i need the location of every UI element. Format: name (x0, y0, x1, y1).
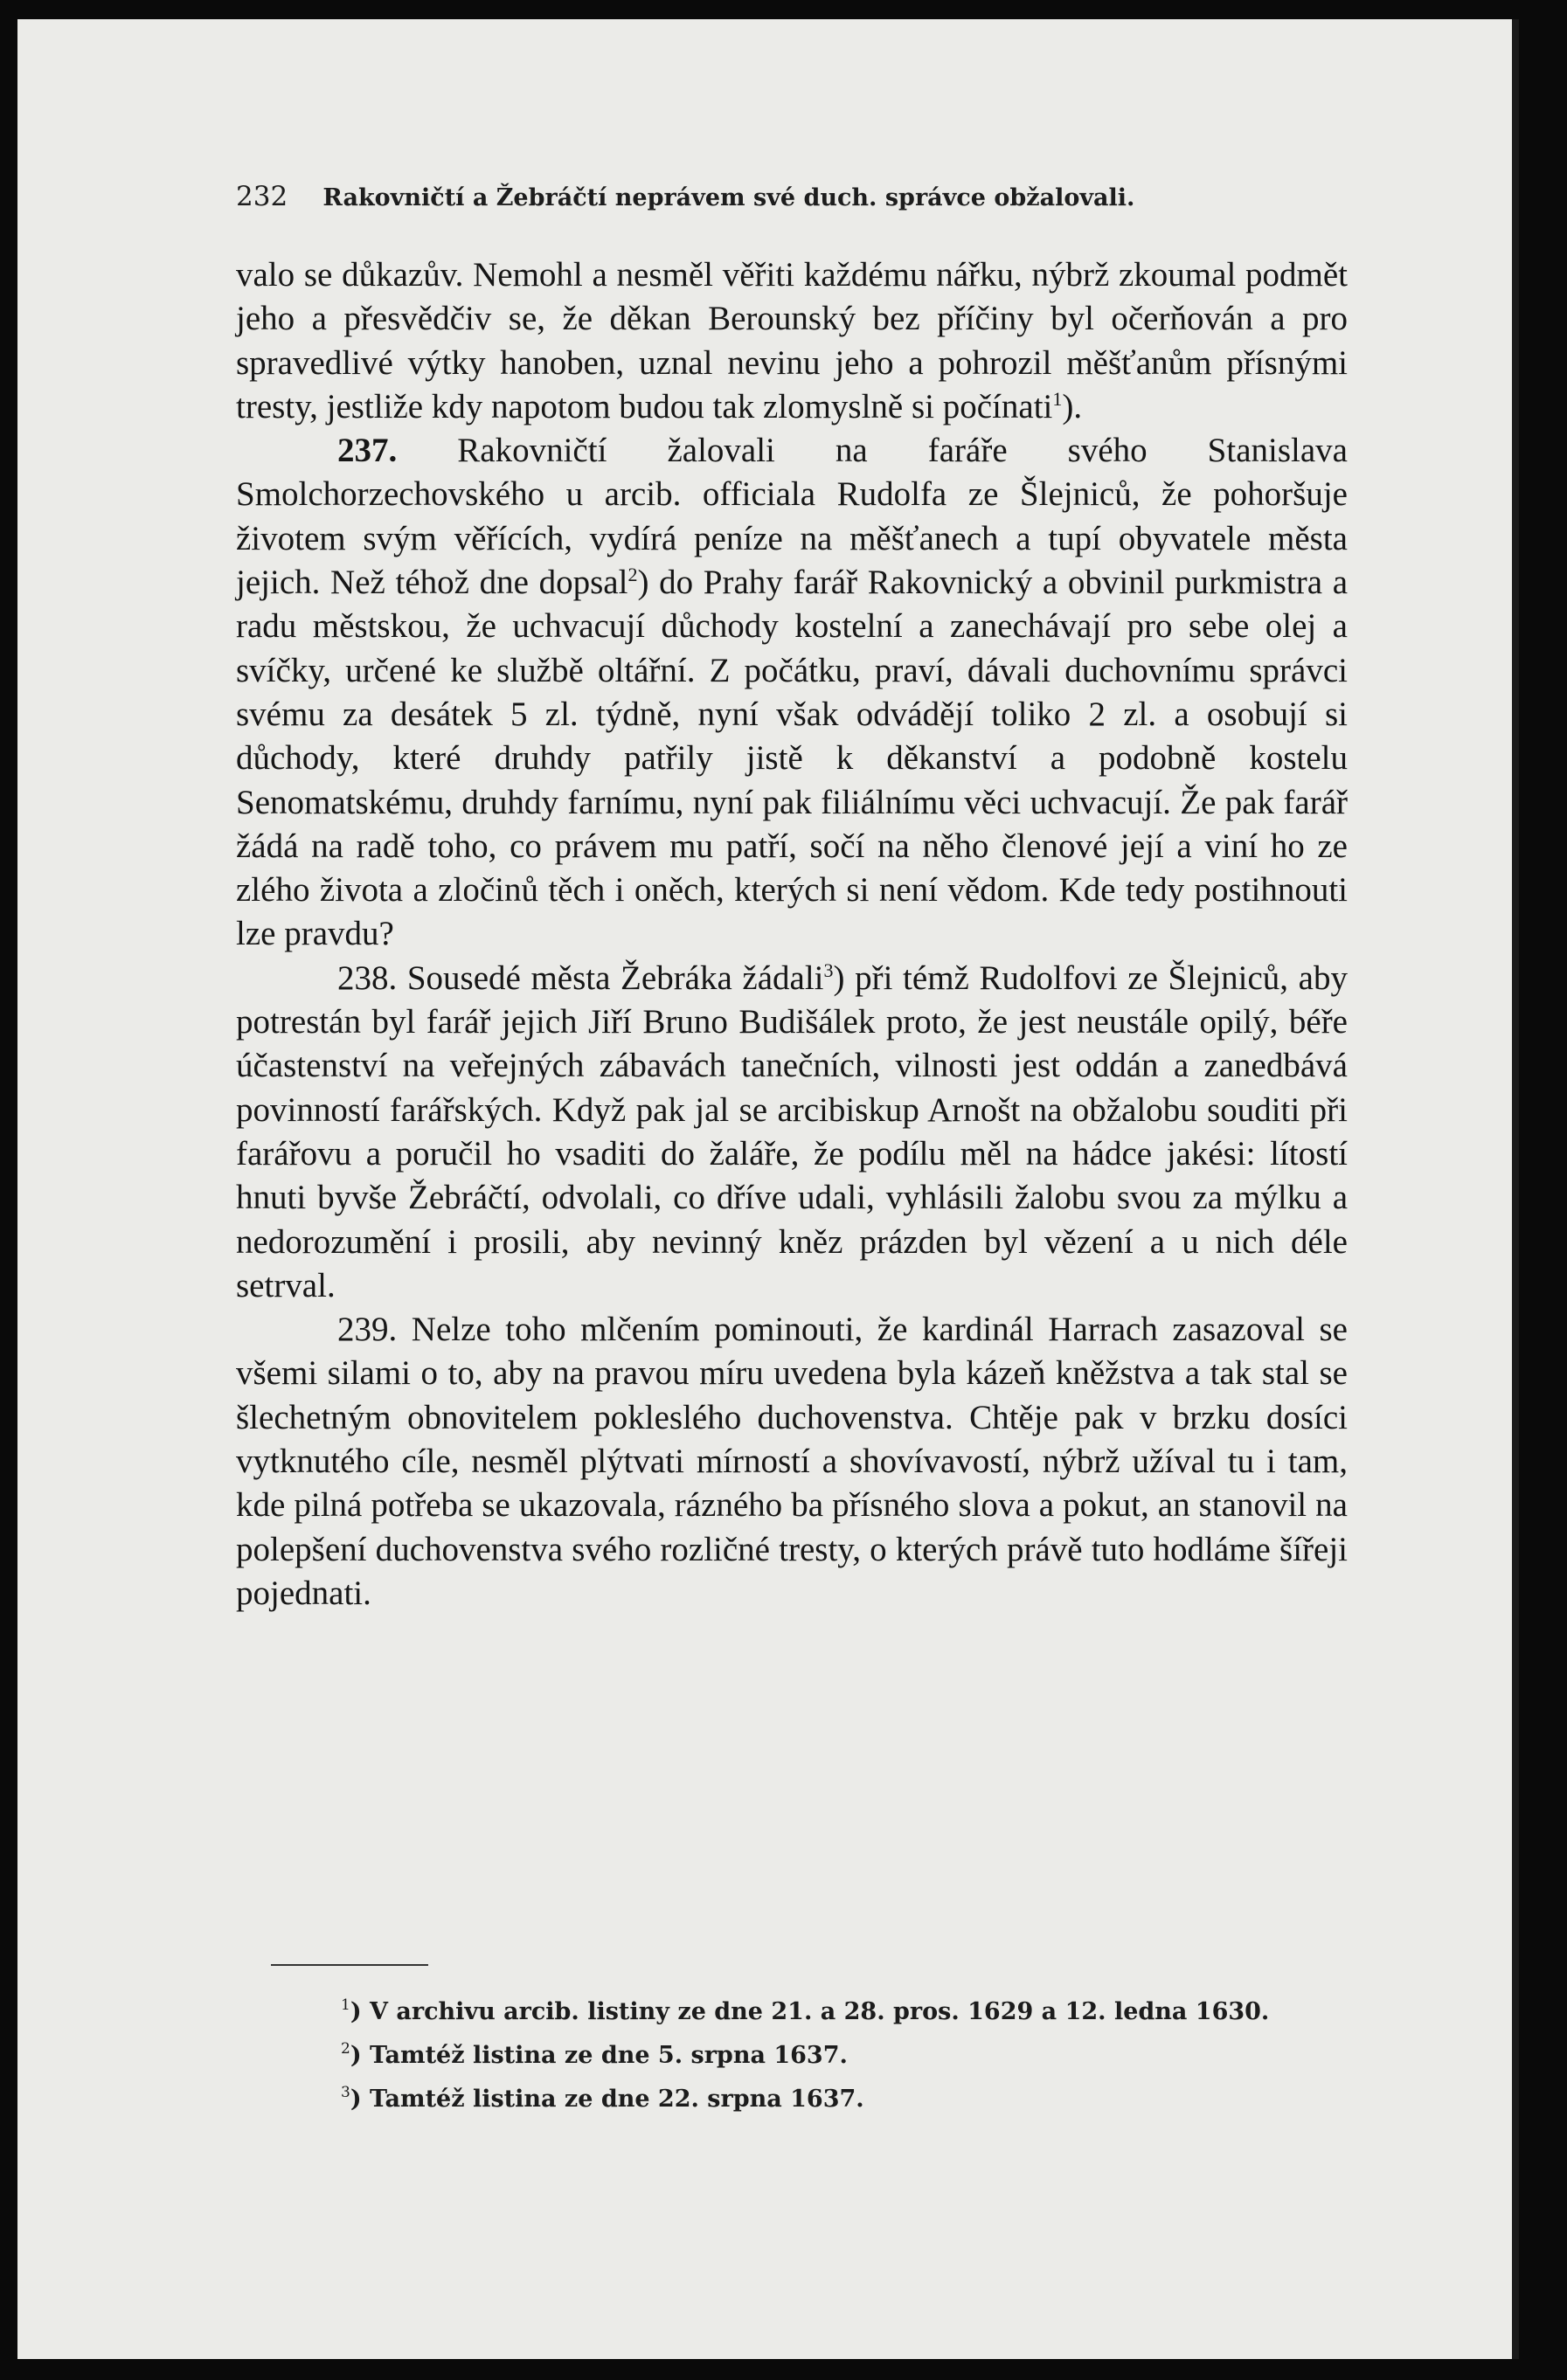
footnote-3: $^3$) Tamtéž listina ze dne 22. srpna 1637. (341, 2084, 864, 2113)
body-text (236, 253, 1348, 1615)
page-edge-shadow (1512, 19, 1519, 2359)
paragraph-continuation: valo se důkazův. Nemohl a nesměl věřiti každému nářku, nýbrž zkoumal podmět jeho a přesvědčiv se, že děkan Berounský bez příčiny byl očerňován a pro spravedlivé výtky hanoben, uznal nevinu jeho a pohrozil měšťanům přísnými tresty, jestliže kdy napotom budou tak zlomyslně si počínati$^1$). (236, 256, 1348, 425)
running-head (236, 181, 1372, 212)
footnote-1: $^1$) V archivu arcib. listiny ze dne 21. a 28. pros. 1629 a 12. ledna 1630. (341, 1996, 1270, 2025)
paragraph-237: 237. Rakovničtí žalovali na faráře svého Stanislava Smolchorzechovského u arcib. officiala Rudolfa ze Šlejniců, že pohoršuje životem svým věřících, vydírá peníze na měšťanech a tupí obyvatele města jejich. Než téhož dne dopsal$^2$) do Prahy farář Rakovnický a obvinil purkmistra a radu městskou, že uchvacují důchody kostelní a zanechávají pro sebe olej a svíčky, určené ke službě oltářní. Z počátku, praví, dávali duchovnímu správci svému za desátek 5 zl. týdně, nyní však odvádějí toliko 2 zl. a osobují si důchody, které druhdy patřily jistě k děkanství a podobně kostelu Senomatskému, druhdy farnímu, nyní pak filiálnímu věci uchvacují. Že pak farář žádá na radě toho, co právem mu patří, sočí na něho členové její a viní ho ze zlého života a zločinů těch i oněch, kterých si není vědom. Kde tedy postihnouti lze pravdu? (236, 432, 1349, 953)
footnotes (341, 1990, 1390, 2121)
section-number: 239. (337, 1311, 398, 1349)
footnote-2: $^2$) Tamtéž listina ze dne 5. srpna 1637. (341, 2040, 848, 2069)
running-title: Rakovničtí a Žebráčtí neprávem své duch. správce obžalovali. (322, 184, 1135, 211)
footnote-ref-2: 2 (627, 564, 638, 586)
section-number: 237. (337, 432, 398, 470)
footnote-divider (271, 1964, 428, 1966)
page-number: 232 (236, 181, 288, 212)
section-number: 238. (337, 958, 398, 997)
footnote-ref-3: 3 (823, 958, 834, 981)
paragraph-238: 238. Sousedé města Žebráka žádali$^3$) při témž Rudolfovi ze Šlejniců, aby potrestán byl farář jejich Jiří Bruno Budišálek proto, že jest neustále opilý, béře účastenství na veřejných zábavách tanečních, vilnosti jest oddán a zanedbává povinností farářských. Když pak jal se arcibiskup Arnošt na obžalobu souditi při farářovu a poručil ho vsaditi do žaláře, že podílu měl na hádce jakési: lítostí hnuti byvše Žebráčtí, odvolali, co dříve udali, vyhlásili žalobu svou za mýlku a nedorozumění i prosili, aby nevinný kněz prázden byl vězení a u nich déle setrval. (236, 958, 1348, 1304)
footnote-ref-1: 1 (1052, 387, 1063, 410)
paragraph-239: 239. Nelze toho mlčením pominouti, že kardinál Harrach zasazoval se všemi silami o to, aby na pravou míru uvedena byla kázeň kněžstva a tak stal se šlechetným obnovitelem pokleslého duchovenstva. Chtěje pak v brzku dosíci vytknutého cíle, nesměl plýtvati mírností a shovívavostí, nýbrž užíval tu i tam, kde pilná potřeba se ukazovala, rázného ba přísného slova a pokut, an stanovil na polepšení duchovenstva svého rozličné tresty, o kterých právě tuto hodláme šířeji pojednati. (236, 1311, 1348, 1612)
book-page (17, 19, 1519, 2359)
